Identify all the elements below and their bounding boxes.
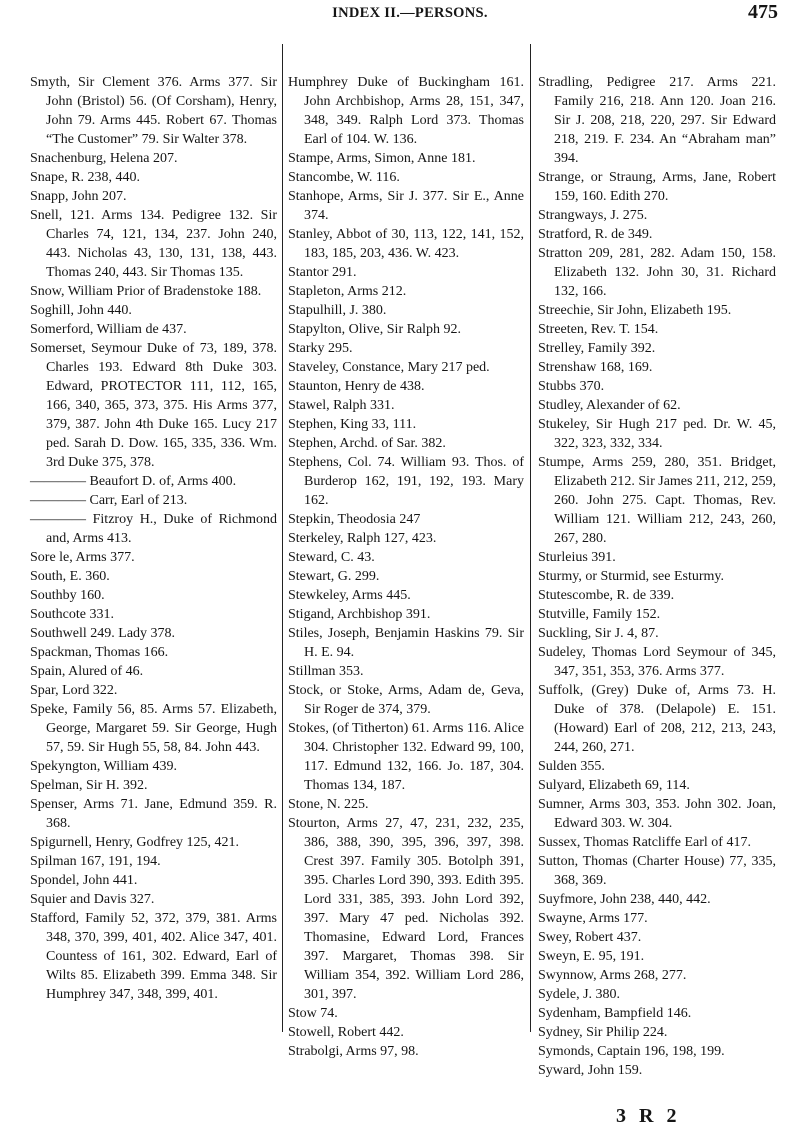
index-entry: Southby 160. (30, 588, 105, 603)
index-entry: Sydenham, Bampfield 146. (538, 1006, 692, 1021)
index-entry: Steward, C. 43. (288, 550, 375, 565)
index-entry: Streechie, Sir John, Elizabeth 195. (538, 303, 732, 318)
index-column-3-wrapper (538, 73, 776, 1128)
index-entry: Spilman 167, 191, 194. (30, 854, 161, 869)
index-entry: Stapylton, Olive, Sir Ralph 92. (288, 322, 462, 337)
index-entry: Swayne, Arms 177. (538, 911, 648, 926)
index-entry: Stigand, Archbishop 391. (288, 607, 431, 622)
index-entry: Stillman 353. (288, 664, 364, 679)
index-entry: Speke, Family 56, 85. Arms 57. Elizabeth, George, Margaret 59. Sir George, Hugh 57, 59. Sir Hugh 55, 58, 84. John 443. (30, 702, 277, 755)
index-entry: Suckling, Sir J. 4, 87. (538, 626, 659, 641)
index-entry: Sturleius 391. (538, 550, 616, 565)
index-entry: Snape, R. 238, 440. (30, 170, 141, 185)
index-column-3 (538, 73, 776, 1080)
index-entry: Stafford, Family 52, 372, 379, 381. Arms 348, 370, 399, 401, 402. Alice 347, 401. Countess of 161, 302. Edward, Earl of Wilts 85. Elizabeth 399. Emma 348. Sir Humphrey 347, 348, 399, 401. (30, 911, 277, 1002)
index-entry: Streeten, Rev. T. 154. (538, 322, 659, 337)
index-entry: ———— Carr, Earl of 213. (30, 493, 188, 508)
index-entry: Sulden 355. (538, 759, 605, 774)
index-entry: Symonds, Captain 196, 198, 199. (538, 1044, 725, 1059)
index-entry: Sore le, Arms 377. (30, 550, 135, 565)
index-entry: Suyfmore, John 238, 440, 442. (538, 892, 711, 907)
index-entry: Stawel, Ralph 331. (288, 398, 395, 413)
index-entry: Sweyn, E. 95, 191. (538, 949, 645, 964)
index-entry: Stewart, G. 299. (288, 569, 380, 584)
index-entry: Sydney, Sir Philip 224. (538, 1025, 668, 1040)
index-entry: Strange, or Straung, Arms, Jane, Robert 159, 160. Edith 270. (538, 170, 776, 204)
index-entry: Strelley, Family 392. (538, 341, 656, 356)
index-entry: South, E. 360. (30, 569, 110, 584)
index-entry: Swey, Robert 437. (538, 930, 642, 945)
index-entry: Squier and Davis 327. (30, 892, 155, 907)
index-entry: Soghill, John 440. (30, 303, 132, 318)
index-entry: Stock, or Stoke, Arms, Adam de, Geva, Sir Roger de 374, 379. (288, 683, 524, 717)
index-entry: Stowell, Robert 442. (288, 1025, 404, 1040)
index-entry: Sulyard, Elizabeth 69, 114. (538, 778, 690, 793)
index-entry: Stubbs 370. (538, 379, 605, 394)
index-entry: Spackman, Thomas 166. (30, 645, 169, 660)
index-entry: Staveley, Constance, Mary 217 ped. (288, 360, 490, 375)
page-number: 475 (748, 1, 778, 23)
index-entry: Stratton 209, 281, 282. Adam 150, 158. Elizabeth 132. John 30, 31. Richard 132, 166. (538, 246, 776, 299)
index-entry: Stow 74. (288, 1006, 338, 1021)
index-entry: Stephens, Col. 74. William 93. Thos. of Burderop 162, 191, 192, 193. Mary 162. (288, 455, 524, 508)
index-entry: Swynnow, Arms 268, 277. (538, 968, 687, 983)
index-entry: Stapulhill, J. 380. (288, 303, 387, 318)
index-entry: Sussex, Thomas Ratcliffe Earl of 417. (538, 835, 751, 850)
index-entry: Spelman, Sir H. 392. (30, 778, 148, 793)
index-column-2 (288, 73, 524, 1061)
index-entry: Southcote 331. (30, 607, 114, 622)
index-entry: Sudeley, Thomas Lord Seymour of 345, 347, 351, 353, 376. Arms 377. (538, 645, 776, 679)
index-entry: Suffolk, (Grey) Duke of, Arms 73. H. Duke of 378. (Delapole) E. 151. (Howard) Earl of 208, 212, 213, 243, 244, 260, 271. (538, 683, 776, 755)
index-entry: Strenshaw 168, 169. (538, 360, 653, 375)
index-entry: Southwell 249. Lady 378. (30, 626, 176, 641)
index-entry: Snell, 121. Arms 134. Pedigree 132. Sir Charles 74, 121, 134, 237. John 240, 443. Nicholas 43, 130, 131, 138, 443. Thomas 240, 443. Sir Thomas 135. (30, 208, 277, 280)
index-entry: Stradling, Pedigree 217. Arms 221. Family 216, 218. Ann 120. Joan 216. Sir J. 208, 218, 220, 297. Sir Edward 218, 219. F. 234. An “Abraham man” 394. (538, 75, 776, 166)
index-entry: Stiles, Joseph, Benjamin Haskins 79. Sir H. E. 94. (288, 626, 524, 660)
index-entry: Sumner, Arms 303, 353. John 302. Joan, Edward 303. W. 304. (538, 797, 776, 831)
index-entry: Staunton, Henry de 438. (288, 379, 425, 394)
index-entry: Stokes, (of Titherton) 61. Arms 116. Alice 304. Christopher 132. Edward 99, 100, 117. Edmund 132, 166. Jo. 187, 304. Thomas 134, 187. (288, 721, 524, 793)
index-entry: Sydele, J. 380. (538, 987, 621, 1002)
index-entry: Stone, N. 225. (288, 797, 369, 812)
index-entry: Stanhope, Arms, Sir J. 377. Sir E., Anne 374. (288, 189, 524, 223)
index-entry: Sturmy, or Sturmid, see Esturmy. (538, 569, 725, 584)
index-entry: Spenser, Arms 71. Jane, Edmund 359. R. 368. (30, 797, 277, 831)
index-entry: Stampe, Arms, Simon, Anne 181. (288, 151, 476, 166)
index-entry: Humphrey Duke of Buckingham 161. John Archbishop, Arms 28, 151, 347, 348, 349. Ralph Lord 373. Thomas Earl of 104. W. 136. (288, 75, 524, 147)
index-entry: Stanley, Abbot of 30, 113, 122, 141, 152, 183, 185, 203, 436. W. 423. (288, 227, 524, 261)
index-entry: Sutton, Thomas (Charter House) 77, 335, 368, 369. (538, 854, 776, 888)
index-entry: Somerford, William de 437. (30, 322, 187, 337)
index-entry: Stumpe, Arms 259, 280, 351. Bridget, Elizabeth 212. Sir James 211, 212, 259, 260. John 275. Capt. Thomas, Rev. William 121. William 212, 243, 260, 267, 280. (538, 455, 776, 546)
index-entry: Stephen, King 33, 111. (288, 417, 417, 432)
signature-mark: 3 R 2 (616, 1105, 681, 1127)
index-entry: Snapp, John 207. (30, 189, 127, 204)
index-entry: Stourton, Arms 27, 47, 231, 232, 235, 386, 388, 390, 395, 396, 397, 398. Crest 397. Family 305. Botolph 391, 395. Charles Lord 390, 393. Edith 395. Lord 331, 385, 393. John Lord 392, 397. Mary 47 ped. Nicholas 392. Thomasine, Edward Lord, Frances 397. Margaret, Thomas 398. Sir William 354, 392. William Lord 286, 301, 397. (288, 816, 524, 1002)
index-entry: Spain, Alured of 46. (30, 664, 144, 679)
index-entry: ———— Beaufort D. of, Arms 400. (30, 474, 237, 489)
index-entry: Starky 295. (288, 341, 353, 356)
index-entry: Spigurnell, Henry, Godfrey 125, 421. (30, 835, 240, 850)
index-entry: ———— Fitzroy H., Duke of Richmond and, Arms 413. (30, 512, 277, 546)
index-entry: Stutville, Family 152. (538, 607, 661, 622)
index-entry: Spekyngton, William 439. (30, 759, 177, 774)
index-entry: Stewkeley, Arms 445. (288, 588, 411, 603)
index-entry: Smyth, Sir Clement 376. Arms 377. Sir John (Bristol) 56. (Of Corsham), Henry, John 79. Arms 445. Robert 67. Thomas “The Customer” 79. Sir Walter 378. (30, 75, 277, 147)
index-entry: Snow, William Prior of Bradenstoke 188. (30, 284, 262, 299)
index-entry: Somerset, Seymour Duke of 73, 189, 378. Charles 193. Edward 8th Duke 303. Edward, PROTECTOR 111, 112, 165, 166, 340, 365, 373, 375. His Arms 377, 379, 387. John 4th Duke 165. Lucy 217 ped. Sarah D. Dow. 165, 335, 336. Wm. 3rd Duke 375, 378. (30, 341, 277, 470)
index-entry: Stepkin, Theodosia 247 (288, 512, 421, 527)
index-entry: Syward, John 159. (538, 1063, 643, 1078)
column-divider (282, 44, 283, 1032)
index-entry: Stantor 291. (288, 265, 357, 280)
index-entry: Stapleton, Arms 212. (288, 284, 407, 299)
index-entry: Sterkeley, Ralph 127, 423. (288, 531, 437, 546)
index-entry: Snachenburg, Helena 207. (30, 151, 178, 166)
index-entry: Strabolgi, Arms 97, 98. (288, 1044, 419, 1059)
index-entry: Stephen, Archd. of Sar. 382. (288, 436, 446, 451)
index-entry: Stutescombe, R. de 339. (538, 588, 675, 603)
column-divider (530, 44, 531, 1032)
index-entry: Spar, Lord 322. (30, 683, 118, 698)
index-entry: Stancombe, W. 116. (288, 170, 400, 185)
running-head-title: INDEX II.—PERSONS. (332, 5, 488, 21)
index-entry: Stratford, R. de 349. (538, 227, 653, 242)
index-entry: Spondel, John 441. (30, 873, 138, 888)
index-column-1 (30, 73, 277, 1004)
index-entry: Strangways, J. 275. (538, 208, 648, 223)
index-entry: Stukeley, Sir Hugh 217 ped. Dr. W. 45, 322, 323, 332, 334. (538, 417, 776, 451)
index-entry: Studley, Alexander of 62. (538, 398, 681, 413)
